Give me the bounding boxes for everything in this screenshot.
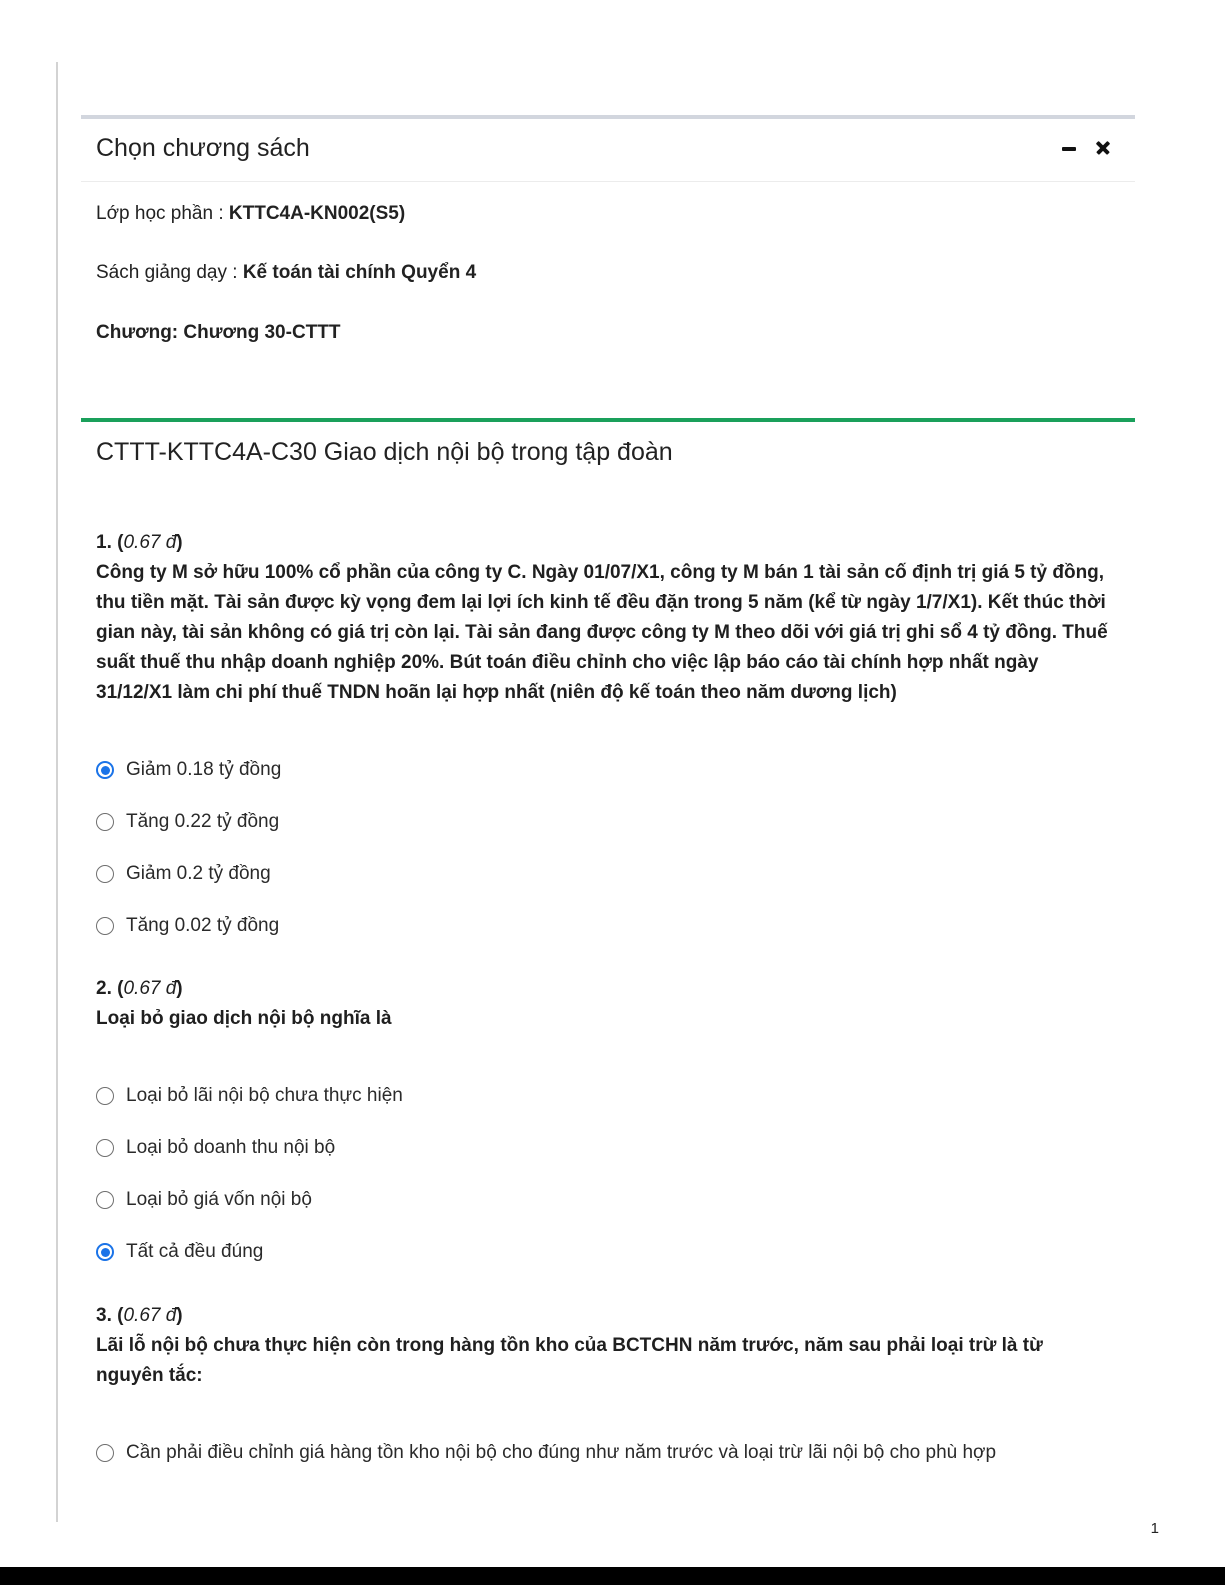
book-label: Sách giảng dạy : <box>96 262 243 283</box>
class-info <box>96 203 405 225</box>
answer-option[interactable] <box>96 848 1111 900</box>
question-points: 0.67 đ <box>123 978 177 999</box>
answer-option[interactable] <box>96 1174 1111 1226</box>
radio-checked-icon[interactable] <box>96 761 114 779</box>
answer-label: Loại bỏ doanh thu nội bộ <box>126 1137 336 1158</box>
question-2 <box>96 974 1111 1278</box>
answer-options <box>96 1070 1111 1278</box>
answer-label: Giảm 0.18 tỷ đồng <box>126 759 282 780</box>
question-header: 3. (0.67 đ) <box>96 1305 183 1326</box>
radio-icon[interactable] <box>96 1444 114 1462</box>
book-info <box>96 262 476 284</box>
radio-checked-icon[interactable] <box>96 1243 114 1261</box>
radio-icon[interactable] <box>96 917 114 935</box>
bottom-bar <box>0 1567 1225 1585</box>
radio-icon[interactable] <box>96 1139 114 1157</box>
question-1 <box>96 528 1111 952</box>
answer-option[interactable] <box>96 1427 1111 1479</box>
question-points: 0.67 đ <box>123 1305 177 1326</box>
answer-label: Tăng 0.02 tỷ đồng <box>126 915 280 936</box>
answer-label: Giảm 0.2 tỷ đồng <box>126 863 271 884</box>
question-text: Loại bỏ giao dịch nội bộ nghĩa là <box>96 1008 392 1029</box>
answer-label: Cần phải điều chỉnh giá hàng tồn kho nội bộ cho đúng như năm trước và loại trừ lãi nội bộ cho phù hợp <box>126 1442 997 1463</box>
question-number: 2. <box>96 978 112 999</box>
answer-option[interactable] <box>96 1122 1111 1174</box>
answer-label: Loại bỏ giá vốn nội bộ <box>126 1189 312 1210</box>
question-points: 0.67 đ <box>123 532 177 553</box>
question-text: Công ty M sở hữu 100% cổ phần của công ty C. Ngày 01/07/X1, công ty M bán 1 tài sản cố định trị giá 5 tỷ đồng, thu tiền mặt. Tài sản được kỳ vọng đem lại lợi ích kinh tế đều đặn trong 5 năm (kể từ ngày 1/7/X1). Kết thúc thời gian này, tài sản không có giá trị còn lại. Tài sản đang được công ty M theo dõi với giá trị ghi sổ 4 tỷ đồng. Thuế suất thuế thu nhập doanh nghiệp 20%. Bút toán điều chỉnh cho việc lập báo cáo tài chính hợp nhất ngày 31/12/X1 làm chi phí thuế TNDN hoãn lại hợp nhất (niên độ kế toán theo năm dương lịch) <box>96 562 1108 703</box>
radio-icon[interactable] <box>96 1087 114 1105</box>
close-button[interactable] <box>1093 137 1115 159</box>
minus-icon <box>1062 147 1076 151</box>
quiz-panel <box>81 418 1135 1528</box>
answer-option[interactable] <box>96 744 1111 796</box>
quiz-title: CTTT-KTTC4A-C30 Giao dịch nội bộ trong tập đoàn <box>96 438 673 466</box>
answer-option[interactable] <box>96 1070 1111 1122</box>
chapter-select-panel <box>81 115 1135 387</box>
chapter-info: Chương: Chương 30-CTTT <box>96 322 341 343</box>
answer-label: Tất cả đều đúng <box>126 1241 264 1262</box>
question-number: 1. <box>96 532 112 553</box>
class-value: KTTC4A-KN002(S5) <box>228 203 406 224</box>
answer-label: Loại bỏ lãi nội bộ chưa thực hiện <box>126 1085 403 1106</box>
answer-option[interactable] <box>96 1226 1111 1278</box>
answer-option[interactable] <box>96 900 1111 952</box>
page-number: 1 <box>1150 1520 1159 1537</box>
chapter-panel-title: Chọn chương sách <box>96 134 310 162</box>
radio-icon[interactable] <box>96 813 114 831</box>
class-label: Lớp học phần : <box>96 203 229 224</box>
answer-options <box>96 1427 1111 1479</box>
book-value: Kế toán tài chính Quyển 4 <box>242 262 477 283</box>
question-header: 1. (0.67 đ) <box>96 532 183 553</box>
chapter-panel-header <box>81 119 1135 182</box>
question-number: 3. <box>96 1305 112 1326</box>
answer-options <box>96 744 1111 952</box>
page-left-rule <box>56 62 58 1522</box>
minimize-button[interactable] <box>1059 137 1081 159</box>
answer-option[interactable] <box>96 796 1111 848</box>
question-3 <box>96 1301 1111 1479</box>
radio-icon[interactable] <box>96 1191 114 1209</box>
question-text: Lãi lỗ nội bộ chưa thực hiện còn trong hàng tồn kho của BCTCHN năm trước, năm sau phải loại trừ là từ nguyên tắc: <box>96 1335 1043 1386</box>
answer-label: Tăng 0.22 tỷ đồng <box>126 811 280 832</box>
radio-icon[interactable] <box>96 865 114 883</box>
question-header: 2. (0.67 đ) <box>96 978 183 999</box>
